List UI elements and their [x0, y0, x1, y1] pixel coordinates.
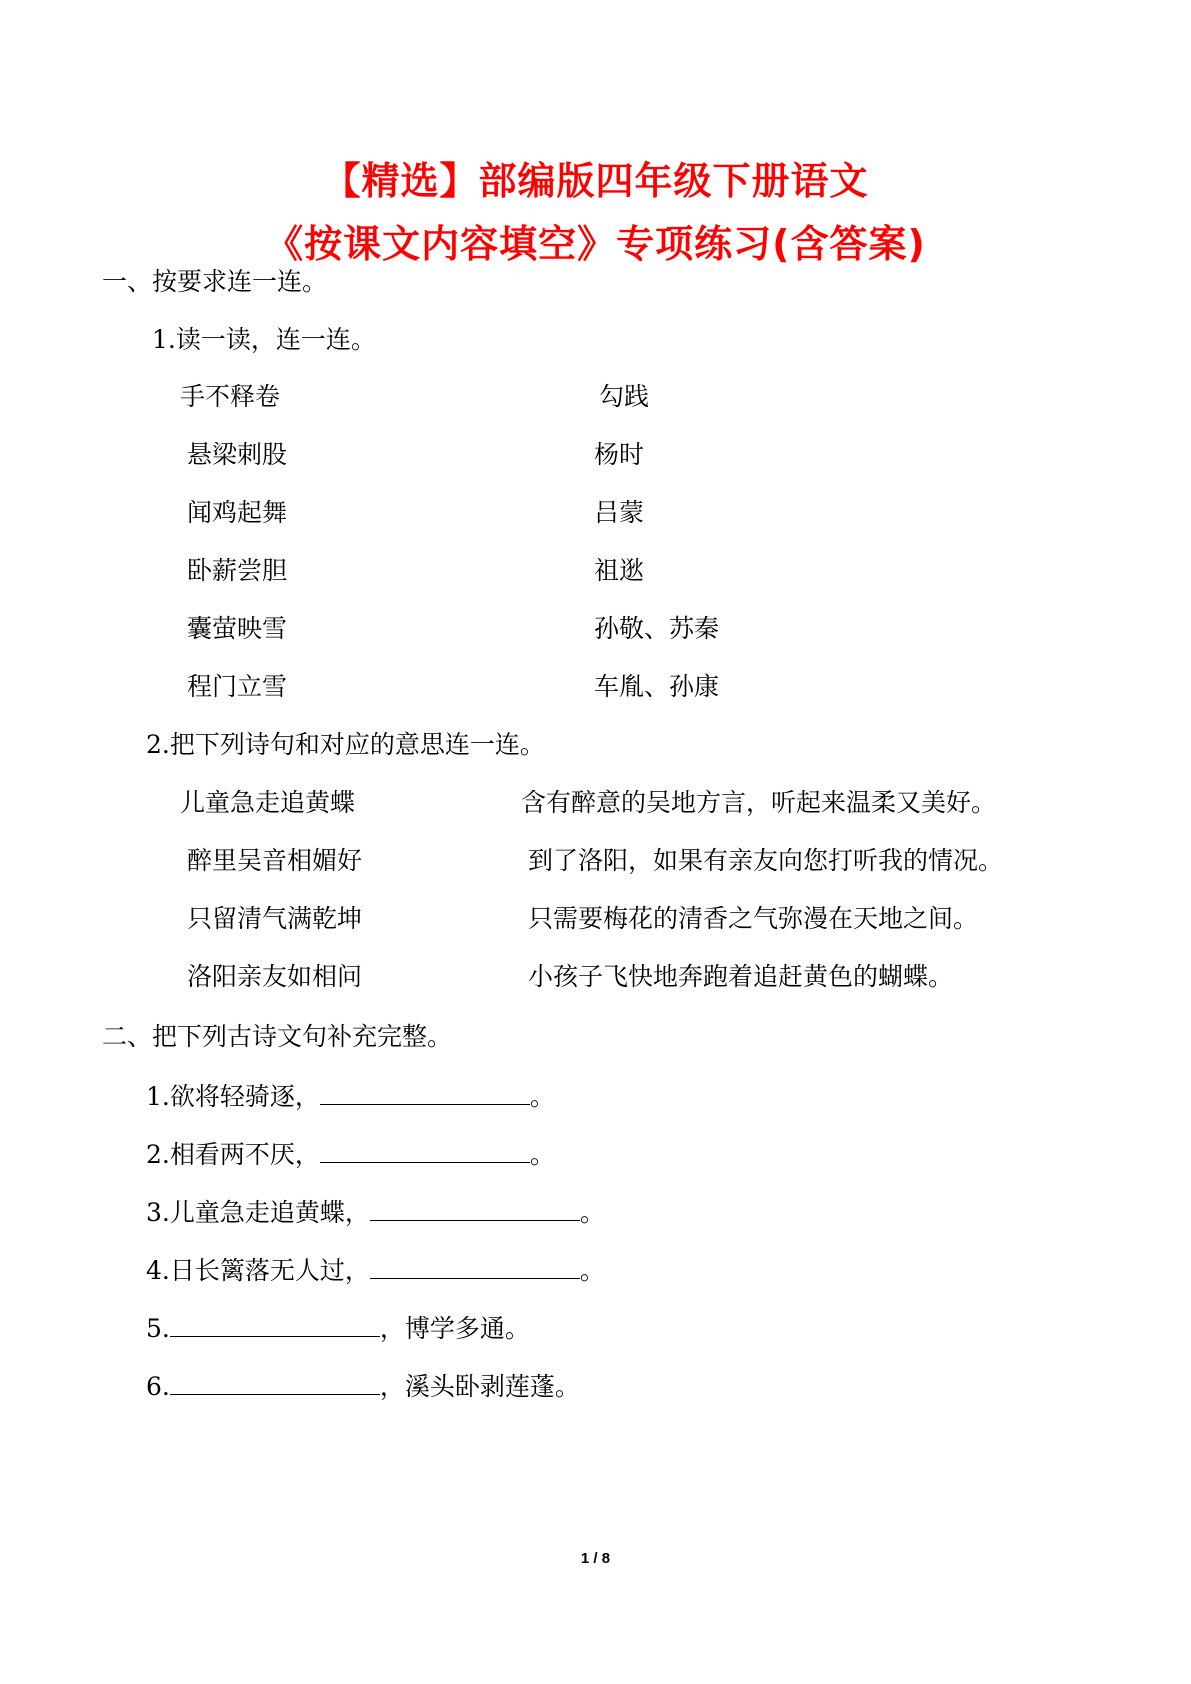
item-text-after: ，溪头卧剥莲蓬。	[379, 1372, 580, 1401]
section1-heading: 一、按要求连一连。	[102, 267, 328, 296]
answer-blank[interactable]	[320, 1080, 530, 1105]
item-text-after: 。	[579, 1256, 605, 1285]
q2-left-item: 醉里吴音相媚好	[187, 846, 363, 875]
answer-blank[interactable]	[370, 1196, 580, 1221]
q1-right-item: 勾践	[599, 382, 650, 411]
q1-right-item: 孙敬、苏秦	[594, 614, 720, 643]
item-number: 6.	[146, 1372, 170, 1401]
q2-right-item: 到了洛阳，如果有亲友向您打听我的情况。	[528, 846, 1004, 875]
item-number: 1.	[146, 1082, 170, 1111]
page-indicator: 1 / 8	[580, 1550, 611, 1567]
fill-item-3	[146, 1196, 605, 1229]
answer-blank[interactable]	[170, 1370, 380, 1395]
fill-item-4	[146, 1254, 605, 1287]
document-title-line2: 《按课文内容填空》专项练习(含答案)	[265, 222, 926, 266]
q2-right-item: 只需要梅花的清香之气弥漫在天地之间。	[528, 904, 979, 933]
q1-right-item: 杨时	[594, 440, 645, 469]
q1-right-item: 车胤、孙康	[594, 672, 720, 701]
item-text-before: 儿童急走追黄蝶，	[169, 1198, 370, 1227]
q1-left-item: 程门立雪	[187, 672, 288, 701]
q2-right-item: 小孩子飞快地奔跑着追赶黄色的蝴蝶。	[528, 962, 954, 991]
item-text-before: 日长篱落无人过，	[169, 1256, 370, 1285]
q1-left-item: 悬梁刺股	[187, 440, 288, 469]
q2-left-item: 只留清气满乾坤	[187, 904, 363, 933]
answer-blank[interactable]	[320, 1138, 530, 1163]
fill-item-6	[146, 1370, 580, 1403]
answer-blank[interactable]	[370, 1254, 580, 1279]
item-number: 5.	[146, 1314, 170, 1343]
fill-item-5	[146, 1312, 530, 1345]
q1-left-item: 闻鸡起舞	[187, 498, 288, 527]
item-number: 2.	[146, 1140, 170, 1169]
answer-blank[interactable]	[170, 1312, 380, 1337]
q1-left-item: 卧薪尝胆	[187, 556, 288, 585]
item-text-after: 。	[529, 1140, 555, 1169]
q2-prompt: 2.把下列诗句和对应的意思连一连。	[146, 730, 545, 759]
q1-right-item: 吕蒙	[594, 498, 645, 527]
item-text-after: 。	[579, 1198, 605, 1227]
fill-item-1	[146, 1080, 555, 1113]
item-text-before: 欲将轻骑逐，	[169, 1082, 320, 1111]
q2-right-item: 含有醉意的吴地方言，听起来温柔又美好。	[521, 788, 997, 817]
document-title-line1: 【精选】部编版四年级下册语文	[322, 159, 869, 203]
q1-prompt: 1.读一读，连一连。	[152, 325, 376, 354]
q1-right-item: 祖逖	[594, 556, 645, 585]
item-number: 4.	[146, 1256, 170, 1285]
item-number: 3.	[146, 1198, 170, 1227]
q1-left-item: 囊萤映雪	[187, 614, 288, 643]
item-text-after: ，博学多通。	[379, 1314, 530, 1343]
fill-item-2	[146, 1138, 555, 1171]
q1-left-item: 手不释卷	[180, 382, 281, 411]
q2-left-item: 洛阳亲友如相问	[187, 962, 363, 991]
section2-heading: 二、把下列古诗文句补充完整。	[102, 1022, 453, 1051]
item-text-before: 相看两不厌，	[169, 1140, 320, 1169]
item-text-after: 。	[529, 1082, 555, 1111]
q2-left-item: 儿童急走追黄蝶	[180, 788, 356, 817]
